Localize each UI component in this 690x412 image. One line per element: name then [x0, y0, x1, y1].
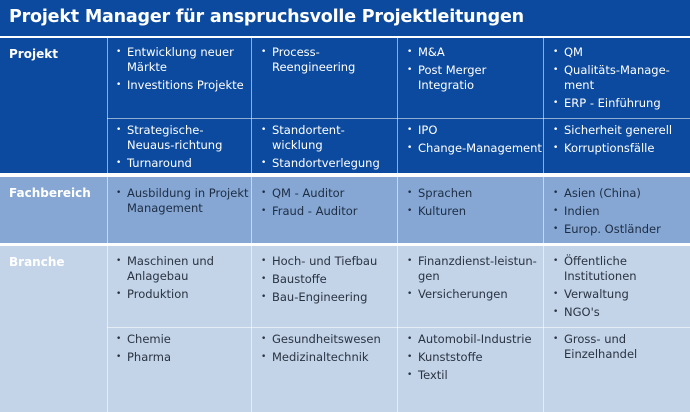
- list-item: • Baustoffe: [261, 272, 393, 287]
- cell-projekt-r1-c1: [116, 45, 248, 96]
- cell-branche-r1-c2: [261, 254, 393, 308]
- list-item: • ERP - Einführung: [553, 96, 687, 111]
- cell-fachbereich-c3: [407, 186, 539, 222]
- list-item: • Chemie: [116, 332, 248, 347]
- list-item: • Change-Management: [407, 141, 543, 156]
- list-item: • Standortverlegung: [261, 156, 391, 171]
- divider: [397, 177, 398, 243]
- divider: [107, 177, 108, 243]
- list-item: • IPO: [407, 123, 543, 138]
- page-title: Projekt Manager für anspruchsvolle Projektleitungen: [9, 7, 524, 27]
- list-item: • Textil: [407, 368, 543, 383]
- divider: [251, 38, 252, 173]
- list-item: • Verwaltung: [553, 287, 685, 302]
- section-branche: [0, 246, 690, 412]
- list-item: • Gesundheitswesen: [261, 332, 393, 347]
- list-item: • Ausbildung in Projekt Management: [116, 186, 250, 216]
- cell-branche-r1-c3: [407, 254, 541, 305]
- divider: [543, 38, 544, 173]
- list-item: • Sprachen: [407, 186, 539, 201]
- list-item: • Kunststoffe: [407, 350, 543, 365]
- cell-projekt-r1-c3: [407, 45, 539, 96]
- list-item: • Medizinaltechnik: [261, 350, 393, 365]
- list-item: • Standortent-wicklung: [261, 123, 391, 153]
- divider: [543, 177, 544, 243]
- cell-branche-r1-c1: [116, 254, 248, 305]
- cell-branche-r1-c4: [553, 254, 685, 323]
- list-item: • Hoch- und Tiefbau: [261, 254, 393, 269]
- divider: [543, 246, 544, 412]
- cell-projekt-r2-c3: [407, 123, 543, 159]
- cell-projekt-r1-c2: [261, 45, 391, 78]
- list-item: • NGO's: [553, 305, 685, 320]
- cell-branche-r2-c4: [553, 332, 673, 365]
- divider: [107, 38, 108, 173]
- list-item: • M&A: [407, 45, 539, 60]
- divider: [251, 246, 252, 412]
- list-item: • QM: [553, 45, 687, 60]
- divider: [107, 118, 690, 119]
- cell-branche-r2-c2: [261, 332, 393, 368]
- cell-projekt-r1-c4: [553, 45, 687, 114]
- row-label-branche: Branche: [9, 255, 65, 269]
- cell-projekt-r2-c4: [553, 123, 689, 159]
- cell-branche-r2-c1: [116, 332, 248, 368]
- list-item: • Kulturen: [407, 204, 539, 219]
- list-item: • Fraud - Auditor: [261, 204, 391, 219]
- divider: [397, 246, 398, 412]
- divider: [397, 38, 398, 173]
- list-item: • Gross- und Einzelhandel: [553, 332, 673, 362]
- list-item: • Turnaround: [116, 156, 250, 171]
- divider: [107, 246, 108, 412]
- list-item: • Qualitäts-Manage-ment: [553, 63, 687, 93]
- row-label-fachbereich: Fachbereich: [9, 186, 91, 200]
- list-item: • Post Merger Integratio: [407, 63, 539, 93]
- divider: [107, 327, 690, 328]
- list-item: • Strategische-Neuaus-richtung: [116, 123, 250, 153]
- list-item: • Korruptionsfälle: [553, 141, 689, 156]
- title-bar: [0, 0, 690, 36]
- cell-fachbereich-c1: [116, 186, 250, 219]
- list-item: • Automobil-Industrie: [407, 332, 543, 347]
- list-item: • Maschinen und Anlagebau: [116, 254, 248, 284]
- cell-fachbereich-c4: [553, 186, 687, 240]
- cell-projekt-r2-c1: [116, 123, 250, 174]
- section-projekt: [0, 38, 690, 173]
- cell-branche-r2-c3: [407, 332, 543, 386]
- list-item: • Europ. Ostländer: [553, 222, 687, 237]
- divider: [251, 177, 252, 243]
- list-item: • Pharma: [116, 350, 248, 365]
- cell-projekt-r2-c2: [261, 123, 391, 174]
- list-item: • Bau-Engineering: [261, 290, 393, 305]
- row-label-projekt: Projekt: [9, 47, 58, 61]
- section-fachbereich: [0, 177, 690, 243]
- list-item: • Produktion: [116, 287, 248, 302]
- list-item: • Öffentliche Institutionen: [553, 254, 685, 284]
- list-item: • Indien: [553, 204, 687, 219]
- list-item: • Sicherheit generell: [553, 123, 689, 138]
- list-item: • Entwicklung neuer Märkte: [116, 45, 248, 75]
- list-item: • Asien (China): [553, 186, 687, 201]
- list-item: • Versicherungen: [407, 287, 541, 302]
- list-item: • Finanzdienst-leistun-gen: [407, 254, 541, 284]
- cell-fachbereich-c2: [261, 186, 391, 222]
- list-item: • Investitions Projekte: [116, 78, 248, 93]
- list-item: • QM - Auditor: [261, 186, 391, 201]
- list-item: • Process-Reengineering: [261, 45, 391, 75]
